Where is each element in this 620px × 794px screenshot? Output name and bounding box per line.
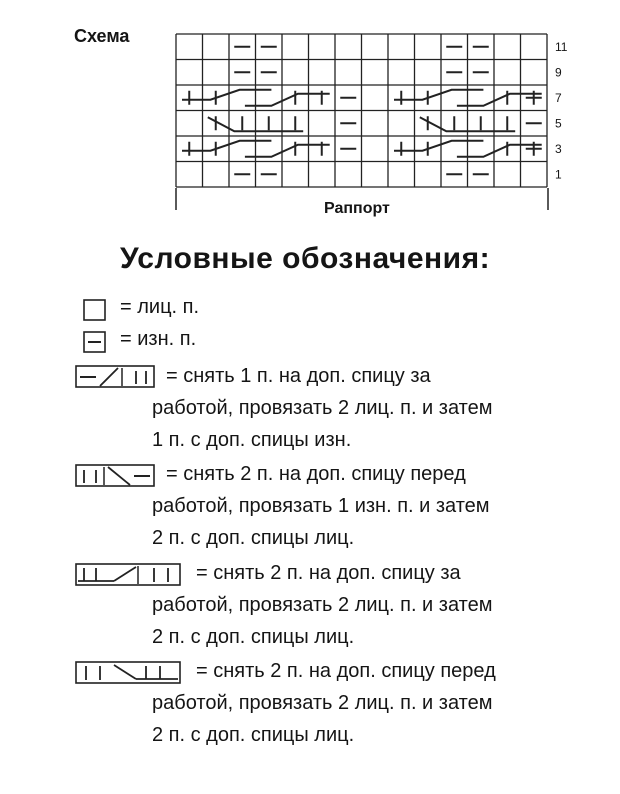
legend-cable1-line3: 1 п. с доп. спицы изн. <box>152 429 352 451</box>
cable-cross-left <box>182 141 271 151</box>
cable-cross-right <box>245 94 330 106</box>
cable-2-2-back-icon <box>74 562 184 588</box>
row-number: 3 <box>555 141 562 156</box>
cable-cross-left <box>394 90 483 100</box>
legend-title: Условные обозначения: <box>120 242 491 275</box>
row-number: 7 <box>555 90 562 105</box>
legend-cable1-line2: работой, провязать 2 лиц. п. и затем <box>152 397 493 419</box>
cable-cross-right <box>457 94 542 106</box>
row-number: 5 <box>555 116 562 131</box>
repeat-caption: Раппорт <box>324 200 390 217</box>
legend-cable3-line1: = снять 2 п. на доп. спицу за <box>196 562 461 584</box>
legend-purl-text: = изн. п. <box>120 328 197 350</box>
row-number: 11 <box>555 39 568 54</box>
row-number: 1 <box>555 167 562 182</box>
knit-stitch-icon <box>82 298 108 322</box>
cable-1-2-back-icon <box>74 364 158 390</box>
legend-knit-text: = лиц. п. <box>120 296 200 318</box>
legend-cable2-line1: = снять 2 п. на доп. спицу перед <box>166 463 466 485</box>
legend-cable4-line3: 2 п. с доп. спицы лиц. <box>152 724 355 746</box>
legend-cable3-line3: 2 п. с доп. спицы лиц. <box>152 626 355 648</box>
legend-cable2-line3: 2 п. с доп. спицы лиц. <box>152 527 355 549</box>
scheme-title: Схема <box>74 26 130 46</box>
cable-cross-right <box>245 145 330 157</box>
cable-cross-left <box>182 90 271 100</box>
legend-cable1-line1: = снять 1 п. на доп. спицу за <box>166 365 431 387</box>
cable-2-1-front-icon <box>74 463 158 489</box>
purl-stitch-icon <box>82 330 108 354</box>
cable-2-2-front-icon <box>74 660 184 686</box>
legend-cable4-line1: = снять 2 п. на доп. спицу перед <box>196 660 496 682</box>
cable-cross-left <box>394 141 483 151</box>
cable-cross-right <box>457 145 542 157</box>
row-numbers <box>555 40 568 182</box>
legend-cable2-line2: работой, провязать 1 изн. п. и затем <box>152 495 490 517</box>
legend-cable3-line2: работой, провязать 2 лиц. п. и затем <box>152 594 493 616</box>
legend-cable4-line2: работой, провязать 2 лиц. п. и затем <box>152 692 493 714</box>
row-number: 9 <box>555 65 562 80</box>
knitting-chart <box>0 0 620 240</box>
chart-grid <box>176 34 547 187</box>
